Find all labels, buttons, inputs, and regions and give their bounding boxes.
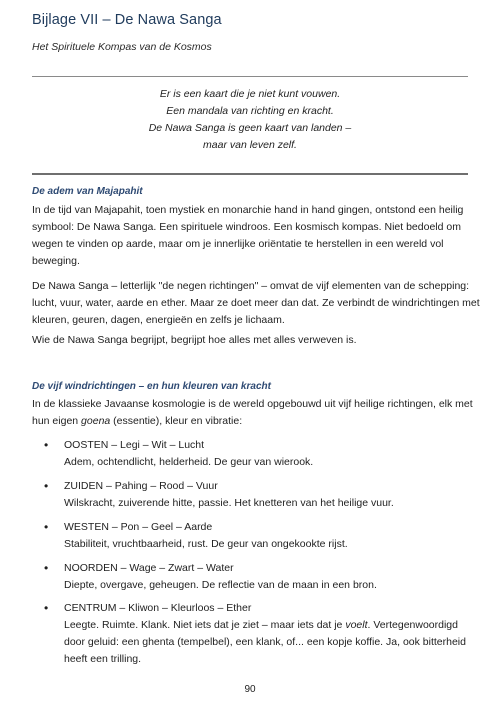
- list-item-heading: NOORDEN – Wage – Zwart – Water: [64, 562, 234, 574]
- text-fragment: Leegte. Ruimte. Klank. Niet iets dat je ziet – maar iets dat je: [64, 619, 346, 631]
- list-item-description: Wilskracht, zuiverende hitte, passie. Het knetteren van het heilige vuur.: [64, 497, 394, 509]
- text-line: In de tijd van Majapahit, toen mystiek en monarchie hand in hand gingen, ontstond een heilig: [32, 204, 464, 216]
- page-title: Bijlage VII – De Nawa Sanga: [32, 12, 222, 28]
- emphasis-goena: goena: [81, 415, 111, 427]
- poem-line: maar van leven zelf.: [203, 139, 297, 151]
- text-line: Wie de Nawa Sanga begrijpt, begrijpt hoe alles met alles verweven is.: [32, 334, 357, 346]
- bullet-dot: •: [44, 479, 49, 493]
- bullet-dot: •: [44, 438, 49, 452]
- list-item-description: heeft een trilling.: [64, 653, 142, 665]
- poem-line: De Nawa Sanga is geen kaart van landen –: [148, 122, 352, 134]
- text-fragment: (essentie), kleur en vibratie:: [110, 415, 243, 427]
- text-fragment: hun eigen: [32, 415, 82, 427]
- divider-bottom: [32, 173, 468, 175]
- list-item-heading: ZUIDEN – Pahing – Rood – Vuur: [64, 480, 218, 492]
- poem-block: [32, 86, 468, 154]
- text-line: wegen te vinden op aarde, maar om je innerlijke oriëntatie te herstellen in een wereld vol: [32, 238, 444, 250]
- text-fragment: . Vertegenwoordigd: [367, 619, 458, 631]
- text-line: kleuren, geuren, dagen, energieën en zelfs je lichaam.: [32, 314, 285, 326]
- text-line: De Nawa Sanga – letterlijk "de negen richtingen" – omvat de vijf elementen van de schepping:: [32, 280, 470, 292]
- text-line: beweging.: [32, 255, 80, 267]
- list-item-description: door geluid: een ghenta (tempelbel), een klank, of... een kopje koffie. Ja, ook bitterheid: [64, 636, 466, 648]
- list-item-description: Stabiliteit, vruchtbaarheid, rust. De geur van ongekookte rijst.: [64, 538, 348, 550]
- list-item-heading: WESTEN – Pon – Geel – Aarde: [64, 521, 213, 533]
- list-item-heading: OOSTEN – Legi – Wit – Lucht: [64, 439, 205, 451]
- text-line: symbool: De Nawa Sanga. Een spirituele windroos. Een kosmisch kompas. Niet bedoeld om: [32, 221, 461, 233]
- section-heading-windrichtingen: De vijf windrichtingen – en hun kleuren van kracht: [32, 381, 271, 392]
- poem-line: Een mandala van richting en kracht.: [166, 105, 334, 117]
- list-item-description: Diepte, overgave, geheugen. De reflectie van de maan in een bron.: [64, 579, 377, 591]
- paragraph-verweven: [32, 332, 468, 349]
- list-item-description: Adem, ochtendlicht, helderheid. De geur van wierook.: [64, 456, 314, 468]
- text-line: [32, 413, 468, 430]
- bullet-dot: •: [44, 561, 49, 575]
- paragraph-kosmologie: [32, 396, 473, 430]
- page-number: 90: [244, 684, 256, 695]
- list-item-heading: CENTRUM – Kliwon – Kleurloos – Ether: [64, 602, 252, 614]
- paragraph-intro: [32, 202, 468, 270]
- bullet-dot: •: [44, 601, 49, 615]
- bullet-dot: •: [44, 520, 49, 534]
- list-item-description: [64, 617, 468, 634]
- paragraph-nawa-sanga: [32, 278, 480, 329]
- section-heading-majapahit: De adem van Majapahit: [32, 186, 143, 197]
- text-line: lucht, vuur, water, aarde en ether. Maar ze doet meer dan dat. Ze verbindt de windrichtingen met: [32, 297, 480, 309]
- divider-top: [32, 76, 468, 77]
- page-subtitle: Het Spirituele Kompas van de Kosmos: [32, 41, 212, 53]
- text-line: In de klassieke Javaanse kosmologie is de wereld opgebouwd uit vijf heilige richtingen, elk met: [32, 398, 473, 410]
- poem-line: Er is een kaart die je niet kunt vouwen.: [159, 88, 341, 100]
- emphasis-voelt: voelt: [345, 619, 368, 631]
